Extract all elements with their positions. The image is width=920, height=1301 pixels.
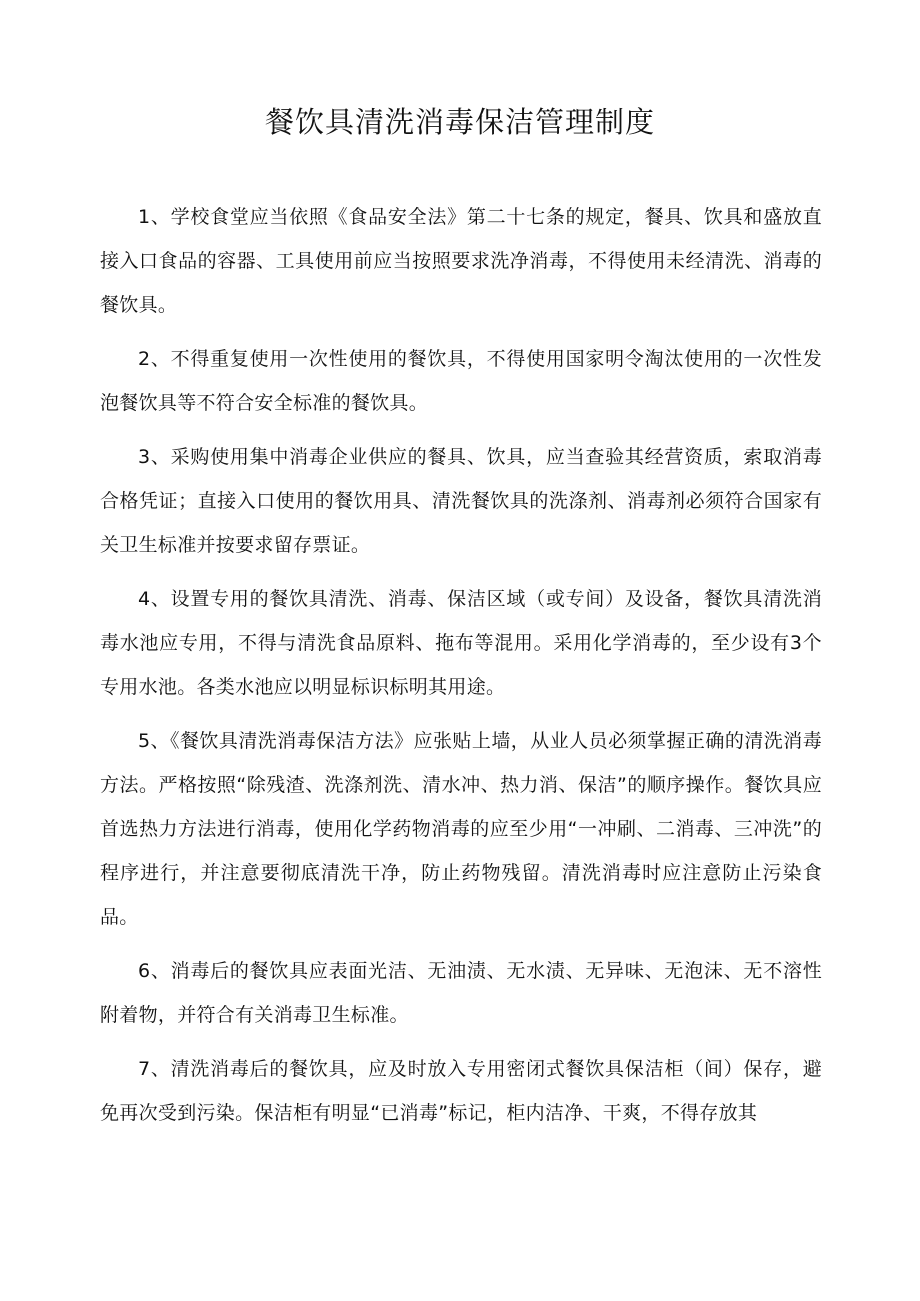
paragraph-1: 1、学校食堂应当依照《食品安全法》第二十七条的规定，餐具、饮具和盛放直接入口食品的容器、工具使用前应当按照要求洗净消毒，不得使用未经清洗、消毒的餐饮具。 [100, 206, 822, 316]
document-title: 餐饮具清洗消毒保洁管理制度 [264, 105, 655, 139]
paragraph-4: 4、设置专用的餐饮具清洗、消毒、保洁区域（或专间）及设备，餐饮具清洗消毒水池应专用，不得与清洗食品原料、拖布等混用。采用化学消毒的，至少设有3个专用水池。各类水池应以明显标识标明其用途。 [100, 588, 822, 698]
paragraph-2: 2、不得重复使用一次性使用的餐饮具，不得使用国家明令淘汰使用的一次性发泡餐饮具等不符合安全标准的餐饮具。 [100, 348, 822, 414]
paragraph-5: 5、《餐饮具清洗消毒保洁方法》应张贴上墙，从业人员必须掌握正确的清洗消毒方法。严格按照“除残渣、洗涤剂洗、清水冲、热力消、保洁”的顺序操作。餐饮具应首选热力方法进行消毒，使用化学药物消毒的应至少用“一冲刷、二消毒、三冲洗”的程序进行，并注意要彻底清洗干净，防止药物残留。清洗消毒时应注意防止污染食品。 [100, 730, 822, 928]
paragraph-6: 6、消毒后的餐饮具应表面光洁、无油渍、无水渍、无异味、无泡沫、无不溶性附着物，并符合有关消毒卫生标准。 [100, 960, 822, 1026]
paragraph-7: 7、清洗消毒后的餐饮具，应及时放入专用密闭式餐饮具保洁柜（间）保存，避免再次受到污染。保洁柜有明显“已消毒”标记，柜内洁净、干爽，不得存放其 [100, 1058, 822, 1124]
document-body [100, 195, 822, 1145]
paragraph-3: 3、采购使用集中消毒企业供应的餐具、饮具，应当查验其经营资质，索取消毒合格凭证；直接入口使用的餐饮用具、清洗餐饮具的洗涤剂、消毒剂必须符合国家有关卫生标准并按要求留存票证。 [100, 446, 822, 556]
